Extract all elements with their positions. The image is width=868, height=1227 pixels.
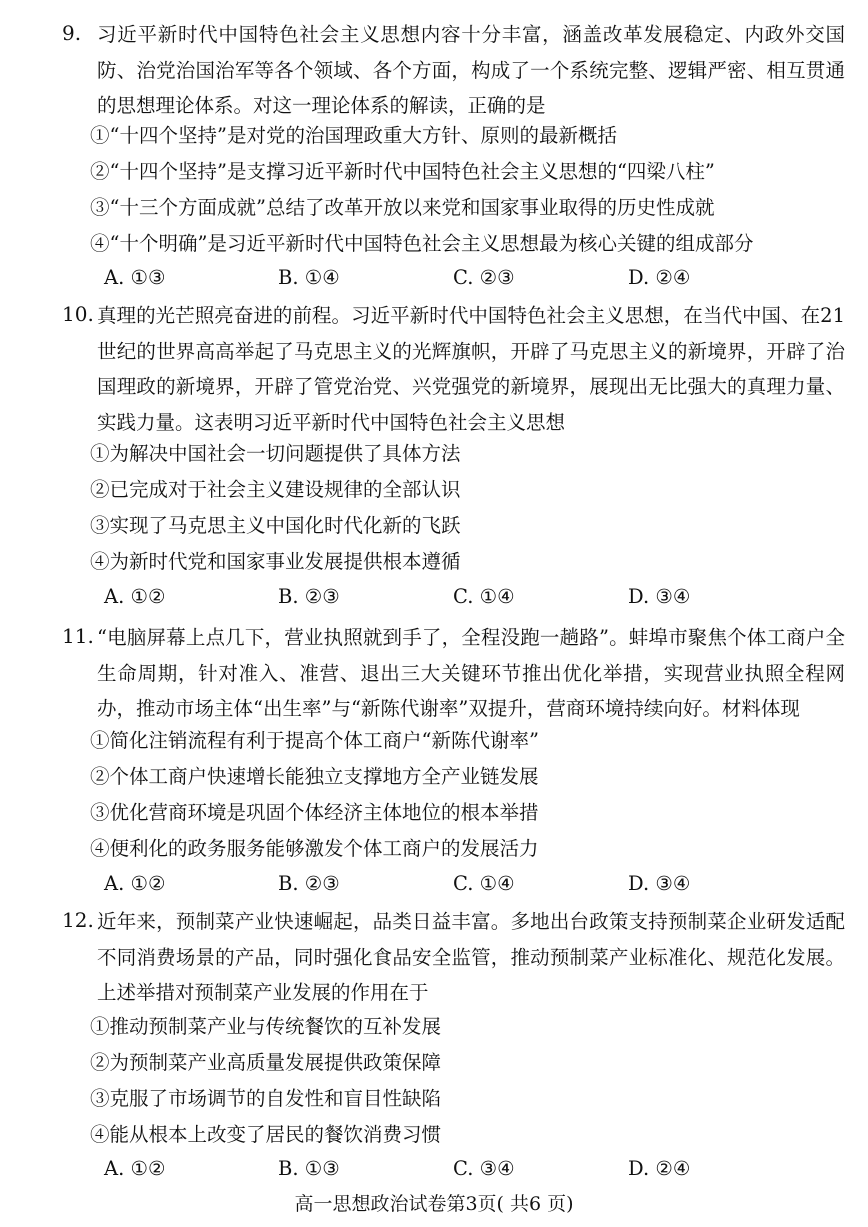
statement-2: ②“十四个坚持”是支撑习近平新时代中国特色社会主义思想的“四梁八柱” — [90, 160, 715, 183]
choice-c[interactable]: C. ③④ — [453, 1157, 515, 1180]
choice-b[interactable]: B. ①③ — [278, 1157, 340, 1180]
statement-2: ②为预制菜产业高质量发展提供政策保障 — [90, 1051, 442, 1074]
statement-4: ④“十个明确”是习近平新时代中国特色社会主义思想最为核心关键的组成部分 — [90, 232, 754, 255]
statement-3: ③实现了马克思主义中国化时代化新的飞跃 — [90, 514, 461, 537]
choice-a[interactable]: A. ①② — [104, 585, 166, 608]
statement-2: ②个体工商户快速增长能独立支撑地方全产业链发展 — [90, 765, 539, 788]
question-number: 12. — [62, 908, 94, 932]
question-stem: 习近平新时代中国特色社会主义思想内容十分丰富，涵盖改革发展稳定、内政外交国防、治党治国治军等各个领域、各个方面，构成了一个系统完整、逻辑严密、相互贯通的思想理论体系。对这一理论体系的解读，正确的是 — [97, 23, 845, 118]
choice-b[interactable]: B. ②③ — [278, 585, 340, 608]
choice-b[interactable]: B. ②③ — [278, 872, 340, 895]
statement-4: ④能从根本上改变了居民的餐饮消费习惯 — [90, 1123, 442, 1146]
choice-d[interactable]: D. ②④ — [628, 266, 691, 289]
choice-c[interactable]: C. ①④ — [453, 585, 515, 608]
choice-a[interactable]: A. ①② — [104, 872, 166, 895]
choice-d[interactable]: D. ③④ — [628, 585, 691, 608]
question-number: 11. — [62, 624, 94, 648]
statement-3: ③克服了市场调节的自发性和盲目性缺陷 — [90, 1087, 442, 1110]
statement-3: ③“十三个方面成就”总结了改革开放以来党和国家事业取得的历史性成就 — [90, 196, 715, 219]
question-stem: 近年来，预制菜产业快速崛起，品类日益丰富。多地出台政策支持预制菜企业研发适配不同消费场景的产品，同时强化食品安全监管，推动预制菜产业标准化、规范化发展。上述举措对预制菜产业发展的作用在于 — [97, 910, 845, 1005]
choice-d[interactable]: D. ②④ — [628, 1157, 691, 1180]
choice-b[interactable]: B. ①④ — [278, 266, 340, 289]
statement-3: ③优化营商环境是巩固个体经济主体地位的根本举措 — [90, 801, 539, 824]
question-number: 9. — [62, 21, 82, 45]
statement-1: ①推动预制菜产业与传统餐饮的互补发展 — [90, 1015, 442, 1038]
statement-4: ④便利化的政务服务能够激发个体工商户的发展活力 — [90, 837, 539, 860]
question-stem: “电脑屏幕上点几下，营业执照就到手了，全程没跑一趟路”。蚌埠市聚焦个体工商户全生命周期，针对准入、准营、退出三大关键环节推出优化举措，实现营业执照全程网办，推动市场主体“出生率”与“新陈代谢率”双提升，营商环境持续向好。材料体现 — [97, 626, 845, 721]
choice-c[interactable]: C. ①④ — [453, 872, 515, 895]
choice-d[interactable]: D. ③④ — [628, 872, 691, 895]
statement-4: ④为新时代党和国家事业发展提供根本遵循 — [90, 550, 461, 573]
statement-1: ①为解决中国社会一切问题提供了具体方法 — [90, 442, 461, 465]
statement-2: ②已完成对于社会主义建设规律的全部认识 — [90, 478, 461, 501]
page-footer: 高一思想政治试卷第3页( 共6 页) — [294, 1193, 574, 1215]
choice-a[interactable]: A. ①③ — [104, 266, 166, 289]
statement-1: ①“十四个坚持”是对党的治国理政重大方针、原则的最新概括 — [90, 124, 617, 147]
statement-1: ①简化注销流程有利于提高个体工商户“新陈代谢率” — [90, 729, 539, 752]
choice-c[interactable]: C. ②③ — [453, 266, 515, 289]
question-number: 10. — [62, 302, 94, 326]
question-stem: 真理的光芒照亮奋进的前程。习近平新时代中国特色社会主义思想，在当代中国、在21世纪的世界高高举起了马克思主义的光辉旗帜，开辟了马克思主义的新境界，开辟了治国理政的新境界，开辟了管党治党、兴党强党的新境界，展现出无比强大的真理力量、实践力量。这表明习近平新时代中国特色社会主义思想 — [97, 304, 845, 434]
choice-a[interactable]: A. ①② — [104, 1157, 166, 1180]
